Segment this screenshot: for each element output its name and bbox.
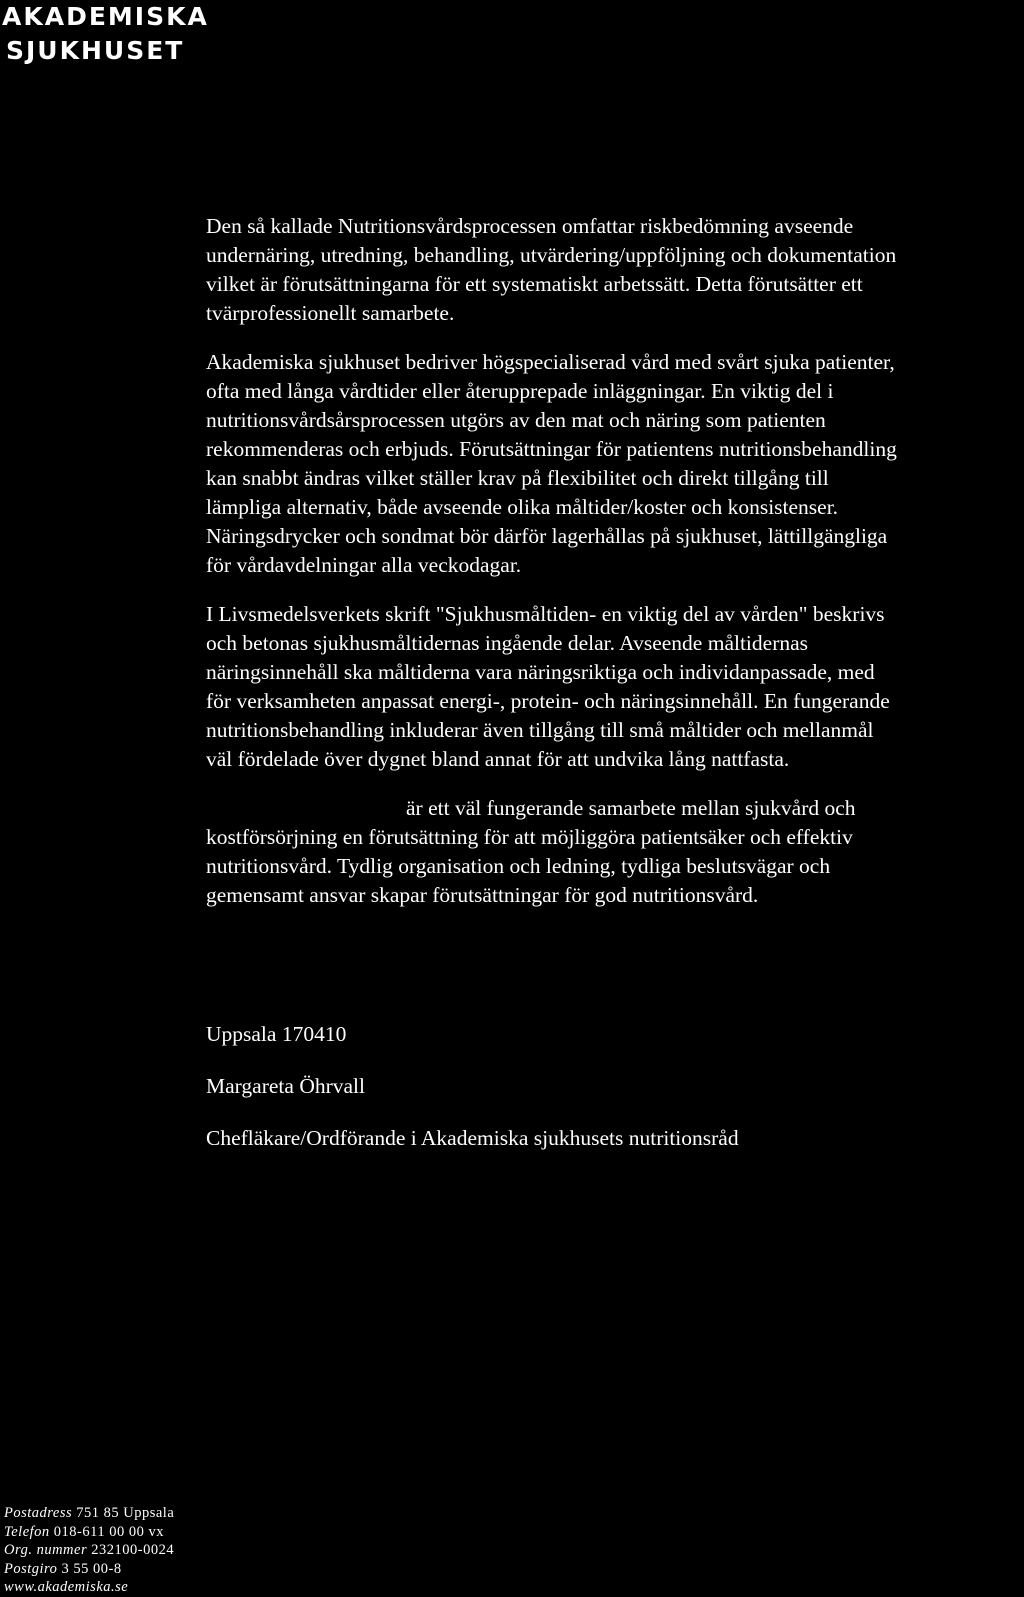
paragraph-1 xyxy=(206,212,1018,328)
giro-value: 3 55 00-8 xyxy=(61,1560,122,1577)
text-line: gemensamt ansvar skapar förutsättningar för god nutritionsvård. xyxy=(206,883,759,907)
text-line: näringsinnehåll ska måltiderna vara näringsriktiga och individanpassade, med xyxy=(206,660,875,684)
text-line: rekommenderas och erbjuds. Förutsättningar för patientens nutritionsbehandling xyxy=(206,437,897,461)
postal-label: Postadress xyxy=(4,1505,77,1521)
text-line: nutritionsvård. Tydlig organisation och ledning, tydliga beslutsvägar och xyxy=(206,854,831,878)
text-line: för verksamheten anpassat energi-, protein- och näringsinnehåll. En fungerande xyxy=(206,689,890,713)
logo-line-2: SJUKHUSET xyxy=(6,36,185,65)
logo-line-1: AKADEMISKA xyxy=(2,2,209,31)
text-line: vilket är förutsättningarna för ett systematiskt arbetssätt. Detta förutsätter ett xyxy=(206,272,863,296)
paragraph-3 xyxy=(206,600,1018,774)
text-line: för vårdavdelningar alla veckodagar. xyxy=(206,553,522,577)
signatory-name: Margareta Öhrvall xyxy=(206,1074,365,1098)
text-line: tvärprofessionellt samarbete. xyxy=(206,301,455,325)
phone-label: Telefon xyxy=(4,1523,54,1540)
org-number xyxy=(4,1541,174,1560)
text-line: nutritionsbehandling inkluderar även tillgång till små måltider och mellanmål xyxy=(206,718,874,742)
giro-label: Postgiro xyxy=(4,1560,62,1577)
org-value: 232100-0024 xyxy=(91,1542,175,1558)
paragraph-2 xyxy=(206,348,1018,580)
letter-body xyxy=(206,212,1018,930)
text-line: är ett väl fungerande samarbete mellan sjukvård och xyxy=(406,796,856,820)
hospital-logo xyxy=(0,0,209,68)
text-line: Akademiska sjukhuset bedriver högspecialiserad vård med svårt sjuka patienter, xyxy=(206,350,895,374)
text-line: kan snabbt ändras vilket ställer krav på flexibilitet och direkt tillgång till xyxy=(206,466,829,490)
phone xyxy=(4,1523,174,1542)
text-line: väl fördelade över dygnet bland annat för att undvika lång nattfasta. xyxy=(206,747,790,771)
text-line: I Livsmedelsverkets skrift "Sjukhusmåltiden- en viktig del av vården" beskrivs xyxy=(206,602,885,626)
text-line: och betonas sjukhusmåltidernas ingående delar. Avseende måltidernas xyxy=(206,631,809,655)
paragraph-4 xyxy=(206,794,1018,910)
text-line: nutritionsvårdsårsprocessen utgörs av den mat och näring som patienten xyxy=(206,408,826,432)
signatory-title: Chefläkare/Ordförande i Akademiska sjukhusets nutritionsråd xyxy=(206,1126,739,1150)
text-line: undernäring, utredning, behandling, utvärdering/uppföljning och dokumentation xyxy=(206,243,897,267)
text-line: ofta med långa vårdtider eller återupprepade inläggningar. En viktig del i xyxy=(206,379,834,403)
postgiro xyxy=(4,1560,174,1579)
website-link[interactable]: www.akademiska.se xyxy=(4,1579,129,1595)
text-line: Den så kallade Nutritionsvårdsprocessen omfattar riskbedömning avseende xyxy=(206,214,854,238)
contact-footer xyxy=(4,1504,174,1597)
postal-address xyxy=(4,1504,174,1523)
text-line: Näringsdrycker och sondmat bör därför lagerhållas på sjukhuset, lättillgängliga xyxy=(206,524,888,548)
text-line: kostförsörjning en förutsättning för att möjliggöra patientsäker och effektiv xyxy=(206,825,853,849)
postal-value: 751 85 Uppsala xyxy=(76,1505,175,1521)
place-date: Uppsala 170410 xyxy=(206,1022,347,1046)
org-label: Org. nummer xyxy=(4,1542,92,1558)
phone-value: 018-611 00 00 vx xyxy=(53,1523,164,1540)
text-line: lämpliga alternativ, både avseende olika måltider/koster och konsistenser. xyxy=(206,495,839,519)
